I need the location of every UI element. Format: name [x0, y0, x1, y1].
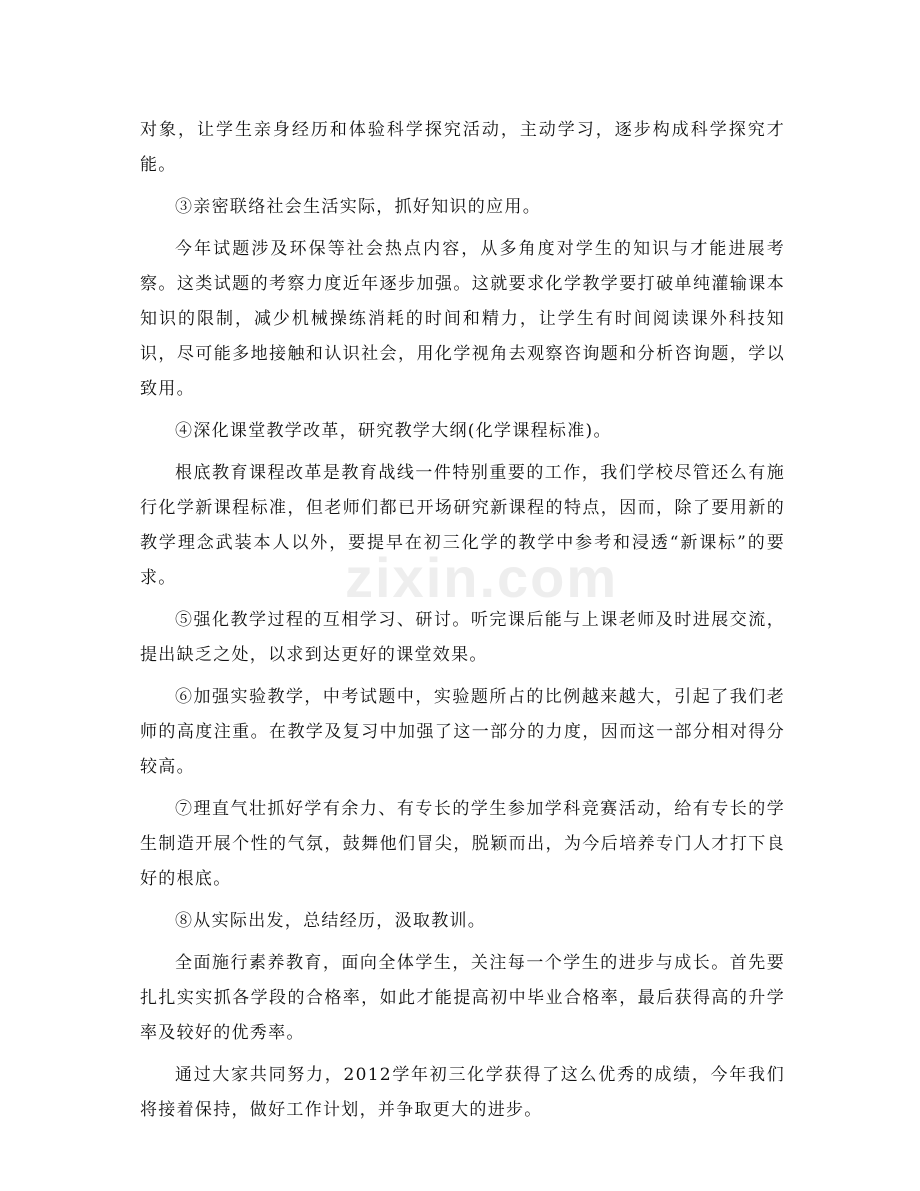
paragraph-point-8-body: 全面施行素养教育，面向全体学生，关注每一个学生的进步与成长。首先要扎扎实实抓各学段的合格率，如此才能提高初中毕业合格率，最后获得高的升学率及较好的优秀率。	[140, 953, 785, 1043]
paragraph-continuation: 对象，让学生亲身经历和体验科学探究活动，主动学习，逐步构成科学探究才能。	[140, 120, 785, 175]
paragraph-point-4-body: 根底教育课程改革是教育战线一件特别重要的工作，我们学校尽管还么有施行化学新课程标准，但老师们都已开场研究新课程的特点，因而，除了要用新的教学理念武装本人以外，要提早在初三化学的教学中参考和浸透“新课标”的要求。	[140, 463, 785, 588]
paragraph-point-8-heading: ⑧从实际出发，总结经历，汲取教训。	[175, 911, 487, 931]
document-body	[140, 113, 785, 1135]
paragraph-point-4-heading: ④深化课堂教学改革，研究教学大纲(化学课程标准)。	[175, 421, 612, 441]
paragraph-point-7: ⑦理直气壮抓好学有余力、有专长的学生参加学科竞赛活动，给有专长的学生制造开展个性的气氛，鼓舞他们冒尖，脱颖而出，为今后培养专门人才打下良好的根底。	[140, 799, 785, 889]
paragraph-point-5: ⑤强化教学过程的互相学习、研讨。听完课后能与上课老师及时进展交流，提出缺乏之处，以求到达更好的课堂效果。	[140, 610, 785, 665]
watermark: zixin.com	[345, 546, 619, 609]
paragraph-conclusion: 通过大家共同努力，2012学年初三化学获得了这么优秀的成绩，今年我们将接着保持，做好工作计划，并争取更大的进步。	[140, 1065, 785, 1120]
paragraph-point-3-body: 今年试题涉及环保等社会热点内容，从多角度对学生的知识与才能进展考察。这类试题的考察力度近年逐步加强。这就要求化学教学要打破单纯灌输课本知识的限制，减少机械操练消耗的时间和精力，让学生有时间阅读课外科技知识，尽可能多地接触和认识社会，用化学视角去观察咨询题和分析咨询题，学以致用。	[140, 239, 785, 399]
paragraph-point-3-heading: ③亲密联络社会生活实际，抓好知识的应用。	[175, 197, 541, 217]
paragraph-point-6: ⑥加强实验教学，中考试题中，实验题所占的比例越来越大，引起了我们老师的高度注重。在教学及复习中加强了这一部分的力度，因而这一部分相对得分较高。	[140, 687, 785, 777]
